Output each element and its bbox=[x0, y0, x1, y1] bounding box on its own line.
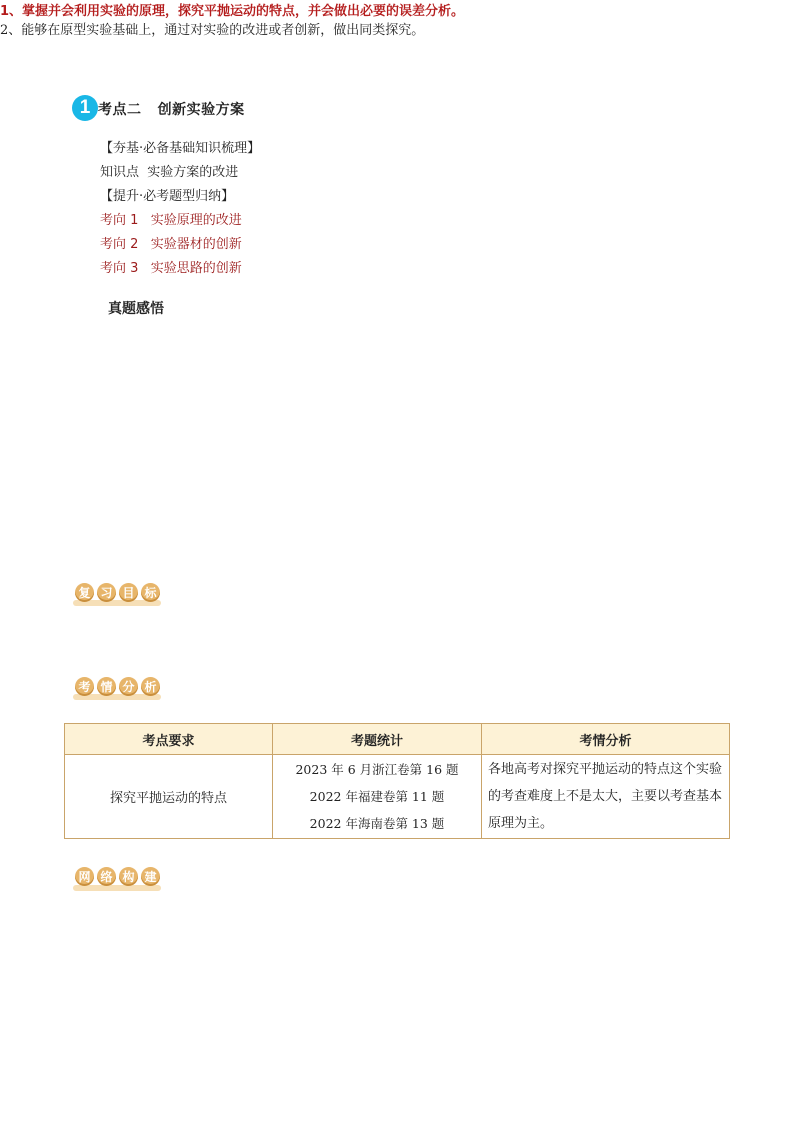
outline-basic-knowledge: 【夯基·必备基础知识梳理】 bbox=[100, 141, 261, 156]
badge-char: 标 bbox=[141, 583, 160, 602]
badge-char: 建 bbox=[141, 867, 160, 886]
objective-1: 1、掌握并会利用实验的原理，探究平抛运动的特点，并会做出必要的误差分析。 bbox=[0, 4, 465, 19]
header-analysis: 考情分析 bbox=[482, 724, 730, 755]
header-statistics: 考题统计 bbox=[273, 724, 482, 755]
cell-stats bbox=[273, 755, 482, 839]
section-number-badge: 1 bbox=[72, 95, 98, 121]
badge-char: 网 bbox=[75, 867, 94, 886]
section-title: 考点二 创新实验方案 bbox=[98, 102, 245, 118]
objective-2: 2、能够在原型实验基础上，通过对实验的改进或者创新，做出同类探究。 bbox=[0, 23, 425, 38]
stat-line: 2023 年 6 月浙江卷第 16 题 bbox=[295, 762, 459, 777]
outline-direction-3: 考向 3 实验思路的创新 bbox=[100, 261, 242, 276]
badge-char: 络 bbox=[97, 867, 116, 886]
badge-char: 情 bbox=[97, 677, 116, 696]
outline-knowledge-point: 知识点 实验方案的改进 bbox=[100, 165, 239, 180]
outline-real-exam: 真题感悟 bbox=[108, 301, 164, 317]
network-badge bbox=[75, 867, 160, 886]
exam-stats-table bbox=[64, 723, 730, 839]
outline-direction-2: 考向 2 实验器材的创新 bbox=[100, 237, 242, 252]
review-goal-badge bbox=[75, 583, 160, 602]
exam-analysis-badge bbox=[75, 677, 160, 696]
badge-char: 考 bbox=[75, 677, 94, 696]
badge-char: 析 bbox=[141, 677, 160, 696]
table-header-row bbox=[65, 724, 730, 755]
cell-analysis: 各地高考对探究平抛运动的特点这个实验的考查难度上不是太大，主要以考查基本原理为主。 bbox=[482, 755, 730, 839]
badge-char: 目 bbox=[119, 583, 138, 602]
header-requirement: 考点要求 bbox=[65, 724, 273, 755]
cell-topic: 探究平抛运动的特点 bbox=[65, 755, 273, 839]
badge-char: 复 bbox=[75, 583, 94, 602]
outline-question-types: 【提升·必考题型归纳】 bbox=[100, 189, 235, 204]
stat-line: 2022 年福建卷第 11 题 bbox=[309, 789, 445, 804]
outline-direction-1: 考向 1 实验原理的改进 bbox=[100, 213, 242, 228]
badge-char: 构 bbox=[119, 867, 138, 886]
stat-line: 2022 年海南卷第 13 题 bbox=[309, 816, 445, 831]
badge-char: 习 bbox=[97, 583, 116, 602]
table-row bbox=[65, 755, 730, 839]
badge-char: 分 bbox=[119, 677, 138, 696]
